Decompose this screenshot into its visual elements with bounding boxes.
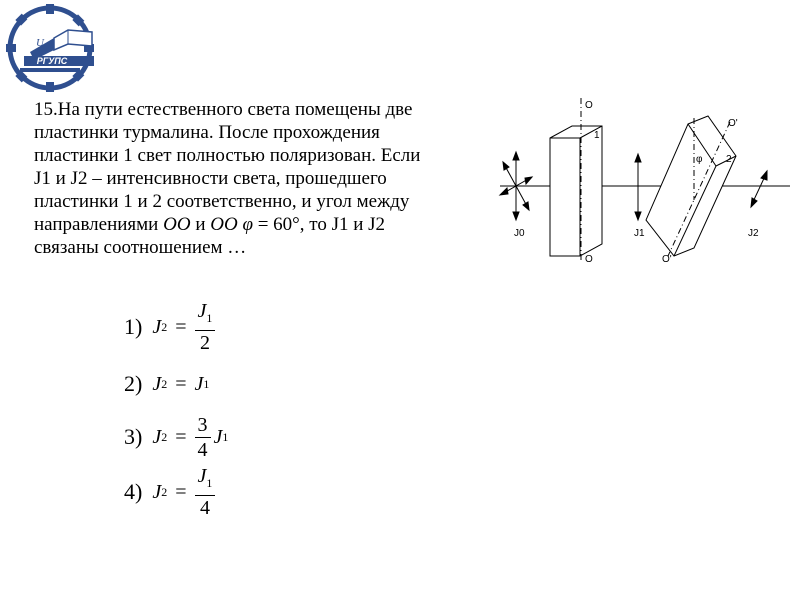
j1-arrow xyxy=(635,154,641,220)
question-line: 15.На пути естественного света помещены две xyxy=(34,99,413,120)
question-line: пластинки 1 и 2 соответственно, и угол между xyxy=(34,191,410,212)
answer-option-1[interactable] xyxy=(124,300,218,354)
question-line-angle xyxy=(34,213,494,236)
label-o-prime-bottom: O' xyxy=(662,254,672,265)
rgups-logo xyxy=(2,2,98,94)
plate-1 xyxy=(550,126,602,256)
answer-formula: J 2 = $\frac{J_1}{2}$ xyxy=(152,300,218,354)
question-prefix: направлениями xyxy=(34,214,164,235)
angle-value: = 60° xyxy=(252,214,300,235)
logo-text: РГУПС xyxy=(36,56,68,66)
label-j0: J0 xyxy=(514,228,525,239)
answer-number: 1) xyxy=(124,314,143,339)
answer-number: 4) xyxy=(124,479,143,504)
answer-number: 2) xyxy=(124,371,143,396)
question-and: и xyxy=(190,214,211,235)
question-line: пластинки 1 свет полностью поляризован. Если xyxy=(34,145,421,166)
angle-symbol: φ xyxy=(242,214,253,235)
answer-formula: J 2 = $\frac{3}{4}$ J 1 xyxy=(152,413,229,461)
question-text xyxy=(34,98,494,259)
label-o-prime-top: O' xyxy=(728,118,738,129)
answer-number: 3) xyxy=(124,424,143,449)
label-o-top: O xyxy=(585,100,593,111)
answer-option-4[interactable] xyxy=(124,465,218,519)
j2-arrow xyxy=(751,171,767,207)
label-j2: J2 xyxy=(748,228,759,239)
answer-option-2[interactable] xyxy=(124,357,209,411)
direction-oo: OO xyxy=(163,214,191,235)
polarizer-diagram xyxy=(490,90,800,270)
question-line: пластинки турмалина. После прохождения xyxy=(34,122,380,143)
label-j1: J1 xyxy=(634,228,645,239)
question-suffix: , то J1 и J2 xyxy=(299,214,386,235)
question-line: связаны соотношением … xyxy=(34,237,247,258)
answer-formula: J 2 = $\frac{J_1}{4}$ xyxy=(152,465,218,519)
logo-letter: U xyxy=(36,37,44,49)
label-plate-1: 1 xyxy=(594,130,600,141)
answer-option-3[interactable] xyxy=(124,410,228,464)
label-o-bottom: O xyxy=(585,254,593,265)
label-phi: φ xyxy=(696,154,703,165)
question-line: J1 и J2 – интенсивности света, прошедшего xyxy=(34,168,387,189)
label-plate-2: 2 xyxy=(726,154,732,165)
direction-oo-prime: OO xyxy=(210,214,238,235)
answer-formula: J 2 = J 1 xyxy=(152,372,210,395)
